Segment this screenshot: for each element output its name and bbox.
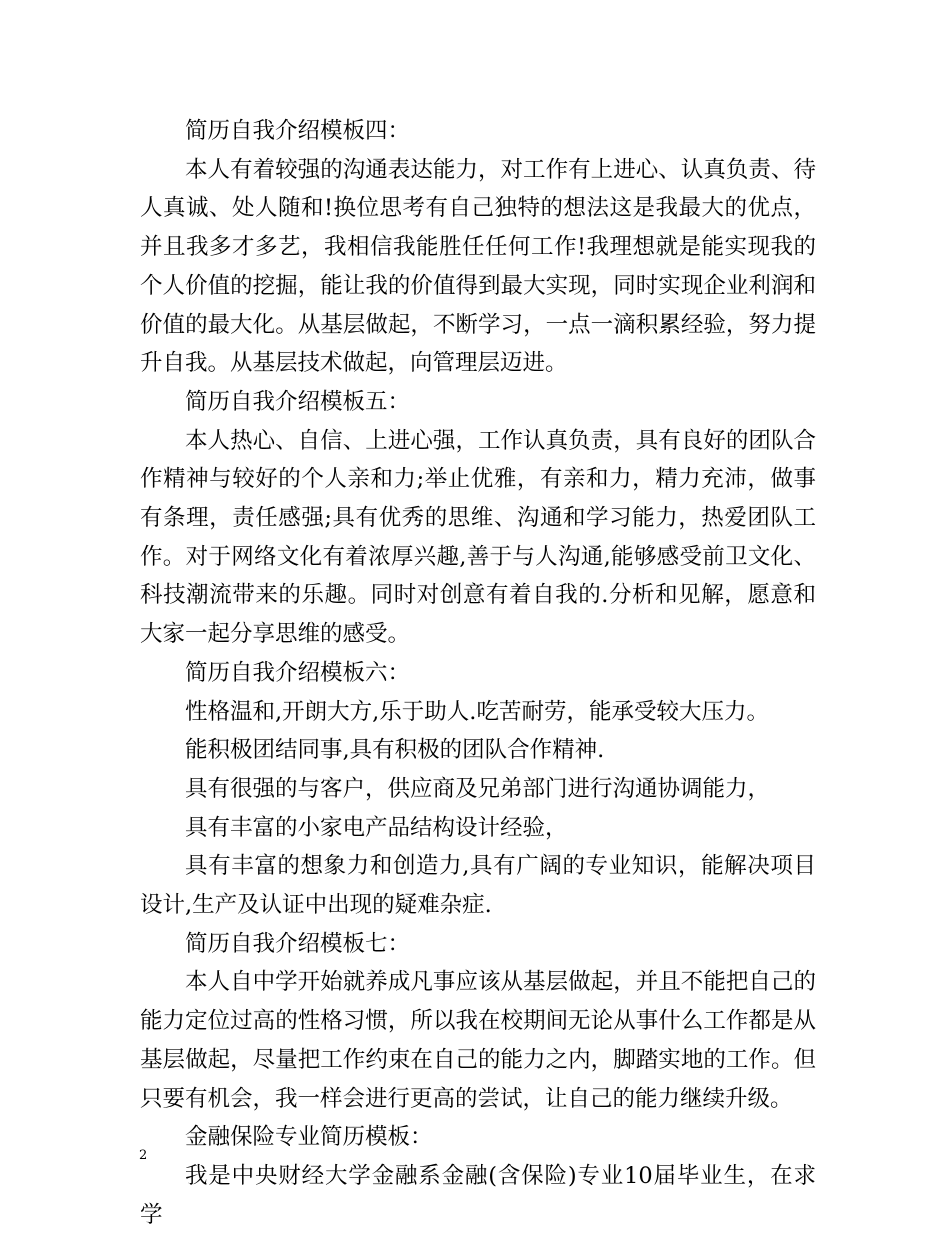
paragraph: 本人有着较强的沟通表达能力，对工作有上进心、认真负责、待人真诚、处人随和!换位思考有自己独特的想法这是我最大的优点，并且我多才多艺，我相信我能胜任任何工作!我理想就是能实现我的个人价值的挖掘，能让我的价值得到最大实现，同时实现企业利润和价值的最大化。从基层做起，不断学习，一点一滴积累经验，努力提升自我。从基层技术做起，向管理层迈进。 — [140, 156, 816, 377]
section-heading: 简历自我介绍模板六： — [185, 659, 411, 686]
page-number: 2 — [139, 1148, 148, 1163]
paragraph: 能积极团结同事,具有积极的团队合作精神. — [185, 737, 605, 764]
paragraph: 我是中央财经大学金融系金融(含保险)专业10届毕业生，在求学 — [140, 1162, 816, 1228]
document-body — [140, 112, 816, 1234]
paragraph: 本人自中学开始就养成凡事应该从基层做起，并且不能把自己的能力定位过高的性格习惯，所以我在校期间无论从事什么工作都是从基层做起，尽量把工作约束在自己的能力之内，脚踏实地的工作。但只要有机会，我一样会进行更高的尝试，让自己的能力继续升级。 — [140, 969, 816, 1112]
paragraph: 具有很强的与客户，供应商及兄弟部门进行沟通协调能力， — [185, 775, 771, 802]
section-heading: 金融保险专业简历模板： — [185, 1124, 433, 1151]
paragraph: 本人热心、自信、上进心强，工作认真负责，具有良好的团队合作精神与较好的个人亲和力;举止优雅，有亲和力，精力充沛，做事有条理，责任感强;具有优秀的思维、沟通和学习能力，热爱团队工作。对于网络文化有着浓厚兴趣,善于与人沟通,能够感受前卫文化、科技潮流带来的乐趣。同时对创意有着自我的.分析和见解，愿意和大家一起分享思维的感受。 — [140, 427, 816, 648]
section-heading: 简历自我介绍模板七： — [185, 930, 411, 957]
section-heading: 简历自我介绍模板五： — [185, 388, 411, 415]
paragraph: 具有丰富的想象力和创造力,具有广阔的专业知识，能解决项目设计,生产及认证中出现的疑难杂症. — [140, 853, 816, 919]
paragraph: 性格温和,开朗大方,乐于助人.吃苦耐劳，能承受较大压力。 — [185, 698, 769, 725]
section-heading: 简历自我介绍模板四： — [185, 118, 411, 144]
paragraph: 具有丰富的小家电产品结构设计经验， — [185, 814, 568, 841]
